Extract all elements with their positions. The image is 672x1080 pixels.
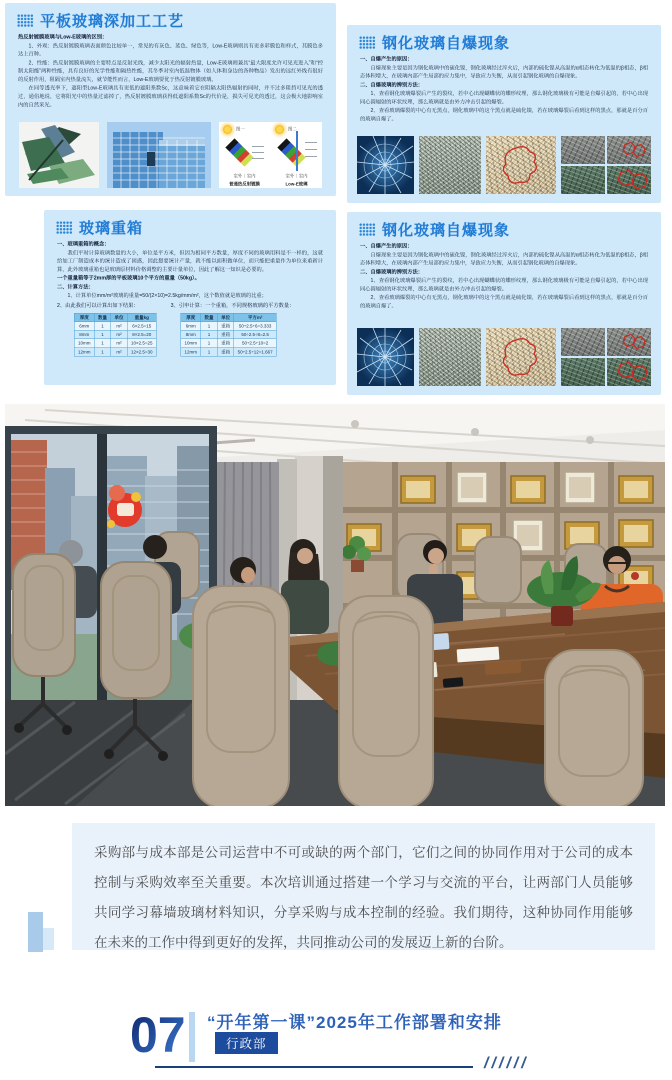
shattered-glass-gray-image [419,328,481,386]
footer-rule [155,1066,473,1068]
shattered-glass-detail-grid [561,328,651,386]
slide-key-line: 一个重量箱等于2mm厚的平板玻璃10个平方的重量（50kg）。 [57,275,200,282]
figure-caption: 普通热反射镀膜 [229,181,260,187]
shattered-glass-tan-image [486,136,556,194]
decoration-bar-dark [28,912,43,952]
slide-title: 平板玻璃深加工工艺 [40,13,185,30]
slide-heading: 一、玻璃重箱的概念： [57,241,110,247]
glass-detail-gray-marked-image [607,328,651,356]
slide-paragraph: 1、查看钢化玻璃爆裂后产生的裂纹，若中心出现蝴蝶状的蝶形纹理，那么钢化玻璃极有可能是自爆引起的，若中心出现同心圆辐射的环状纹理，那么玻璃就是由外力冲击引起的爆裂。 [360,90,648,105]
section-title: “开年第一课”2025年工作部署和安排 [207,1013,502,1032]
shattered-glass-detail-grid [561,136,651,194]
slide-paragraph: 1、外观：热反射镀膜玻璃表面颜色比较单一，常见的有灰色、蓝色、绿色等，Low-E玻璃则具有更多彩膜色和样式，其膜色多达上百种。 [18,42,323,58]
slide-title: 玻璃重箱 [79,220,144,237]
slide-paragraph: 1、查看钢化玻璃爆裂后产生的裂纹，若中心出现蝴蝶状的蝶形纹理，那么钢化玻璃极有可能是自爆引起的，若中心出现同心圆辐射的环状纹理，那么玻璃就是由外力冲击引起的爆裂。 [360,277,648,292]
slide-paragraph: 自爆现象主要是因为钢化玻璃中的硫化镍，钢化玻璃经过淬火后，内部的硫化镍从高温的α相态转化为低温的β相态，β相态体积增大，在玻璃内部产生局部的应力集中，导致应力失衡，从而引起钢化玻璃的自爆现象。 [360,251,648,267]
glass-detail-green-marked-image [607,358,651,386]
figure-label: 图二 [287,126,297,132]
slide-heading: 一、自爆产生的原因： [360,56,413,62]
outdoor-indoor-label: 室外｜室内 [233,173,256,179]
glass-pane-line [296,131,298,171]
slide-image-flat-glass-processing[interactable] [5,3,336,196]
meeting-photo[interactable] [5,404,665,806]
coating-layers-graphic [225,138,253,166]
slide-paragraph: 我们平时计算玻璃数量的大小，单位是平方米，但因为相同平方数量，厚度不同的玻璃用料是不一样的，这就给加工厂制造成本的统计造成了困惑，因此想要统计产量，就不能以面积做单位，而只能把重量作为单位来重新计算，此外玻璃重箱也是玻璃原材料价格调整的主要计量单位，因此了解这一知识是必要的。 [57,249,323,273]
glass-detail-green-marked-image [607,166,651,194]
slide-heading: 二、计算方法： [57,283,94,290]
section-number: 07 [130,1007,186,1063]
table-row: 8mm 1 m² 8×2.5=20 [74,330,156,339]
table-row: 6mm 1 m² 6×2.5=15 [74,322,156,331]
slide-paragraph: 自爆现象主要是因为钢化玻璃中的硫化镍，钢化玻璃经过淬火后，内部的硫化镍从高温的α相态转化为低温的β相态，β相态体积增大，在玻璃内部产生局部的应力集中，导致应力失衡，从而引起钢化玻璃的自爆现象。 [360,64,648,80]
table-lead-left: 2、由此我们可以计算出如下结果： [57,302,139,309]
slide-paragraph: 在同等透光率下，遮阳型Low-E玻璃具有更低的遮阳系数Sc，这意味着它在阻隔太阳热辐射的同时，并不过多阻挡可见光的透过，通俗地说，它将阳光中的热量过滤掉了，热反射镀膜玻璃获得低遮阳系数Sc的代价是，损失可见光的透过，这会极大地影响室内的自然采光。 [18,85,323,108]
table-lead-right: 3、引申计算：一个重箱，不同规格玻璃的平方数量： [170,302,295,309]
slide-paragraph: 2、性能：热反射镀膜玻璃的主要特点是反射光线，减少太阳光的辐射热量，Low-E玻璃则兼具“最大限度允许可见光进入”和“控制太阳能”两种性能，具有良好的光学性能和隔热性能，其冬季对室内低温物体（如人体和身边的各种物品）发出的远红外线有很好的反射作用，阻隔室内热量流失，就节能性而言，Low-E玻璃要优于热反射镀膜玻璃。 [18,59,323,83]
table-row: 6mm 1 重箱 50÷2.5÷6=3.333 [181,322,277,331]
diagram-figure-1 [219,122,271,188]
sun-icon [275,125,284,134]
table-row: 10mm 1 重箱 50÷2.5÷10=2 [181,339,277,348]
sun-icon [223,125,232,134]
glass-building-image [107,122,211,188]
outdoor-indoor-label: 室外｜室内 [284,173,307,179]
slide-paragraph: 2、查看玻璃爆裂的中心有无黑点，钢化玻璃中的这个黑点就是硫化镍，若在玻璃爆裂后看到这样的黑点，那就是百分百的玻璃自爆了。 [360,294,648,310]
figure-caption: Low-E玻璃 [284,181,307,187]
slide-subtitle: 热反射镀膜玻璃与Low-E玻璃的区别： [18,34,108,40]
glass-detail-green-image [561,166,605,194]
figure-label: 图一 [236,126,245,132]
glass-detail-gray-image [561,328,605,356]
diagram-figure-2 [271,122,323,188]
glass-detail-gray-image [561,136,605,164]
number-divider-bar [189,1012,195,1062]
shattered-glass-tan-image [486,328,556,386]
summary-paragraph: 采购部与成本部是公司运营中不可或缺的两个部门，它们之间的协同作用对于公司的成本控制与采购效率至关重要。本次培训通过搭建一个学习与交流的平台，让两部门人员能够共同学习幕墙玻璃材料知识，分享采购与成本控制的经验。我们期待，这种协同作用能够在未来的工作中得到更好的发挥，共同推动公司的发展迈上新的台阶。 [72,823,655,950]
halftone-dots-icon [359,223,376,236]
glass-detail-gray-marked-image [607,136,651,164]
table-row: 12mm 1 m² 12×2.5=30 [74,348,156,357]
glass-comparison-diagram-image [219,122,322,188]
slide-paragraph: 2、查看玻璃爆裂的中心有无黑点，钢化玻璃中的这个黑点就是硫化镍，若在玻璃爆裂后看到这样的黑点，那就是百分百的玻璃自爆了。 [360,107,648,123]
table-row: 10mm 1 m² 10×2.5=25 [74,339,156,348]
weight-table: 厚度 数量 单位 重量kg 6mm 1 m² 6×2.5=15 8mm 1 m² 8×2.5=20 10mm 1 m² 10×2.5=25 12mm 1 m² 12×2.5=30 [74,313,157,357]
slide-heading: 二、自爆玻璃的辨别方法： [360,268,423,275]
slide-title: 钢化玻璃自爆现象 [382,35,511,52]
tinted-glass-samples-image [19,122,99,188]
slide-heading: 一、自爆产生的原因： [360,243,413,249]
department-badge: 行政部 [215,1032,278,1054]
square-meter-table: 厚度 数量 单位 平方m² 6mm 1 重箱 50÷2.5÷6=3.333 8mm 1 重箱 50÷2.5÷8=2.5 10mm 1 重箱 50÷2.5÷10=2 12mm 1 重箱 50÷2.5÷12=1.667 [181,313,277,357]
slide-heading: 二、自爆玻璃的辨别方法： [360,81,423,88]
shattered-glass-blue-image [357,328,414,386]
slashes-decoration: ////// [484,1055,529,1072]
halftone-dots-icon [359,36,376,49]
decoration-bar-light [43,928,54,950]
coating-layers-graphic [277,138,305,166]
slide-image-self-burst-2[interactable] [347,212,661,395]
halftone-dots-icon [56,221,73,234]
shattered-glass-blue-image [357,136,414,194]
slide-paragraph: 1、计算单位mm/m²玻璃的重量=50/(2×10)=2.5kg/mm/m²，这个数值就是玻璃的比重； [67,292,267,299]
glass-detail-green-image [561,358,605,386]
slide-image-glass-weight-box[interactable] [44,210,336,385]
halftone-dots-icon [17,14,34,27]
table-row: 8mm 1 重箱 50÷2.5÷8=2.5 [181,330,277,339]
table-row: 12mm 1 重箱 50÷2.5÷12=1.667 [181,348,277,357]
slide-image-self-burst-1[interactable] [347,25,661,203]
slide-title: 钢化玻璃自爆现象 [382,222,511,239]
shattered-glass-gray-image [419,136,481,194]
meeting-photo-illustration [5,404,665,806]
